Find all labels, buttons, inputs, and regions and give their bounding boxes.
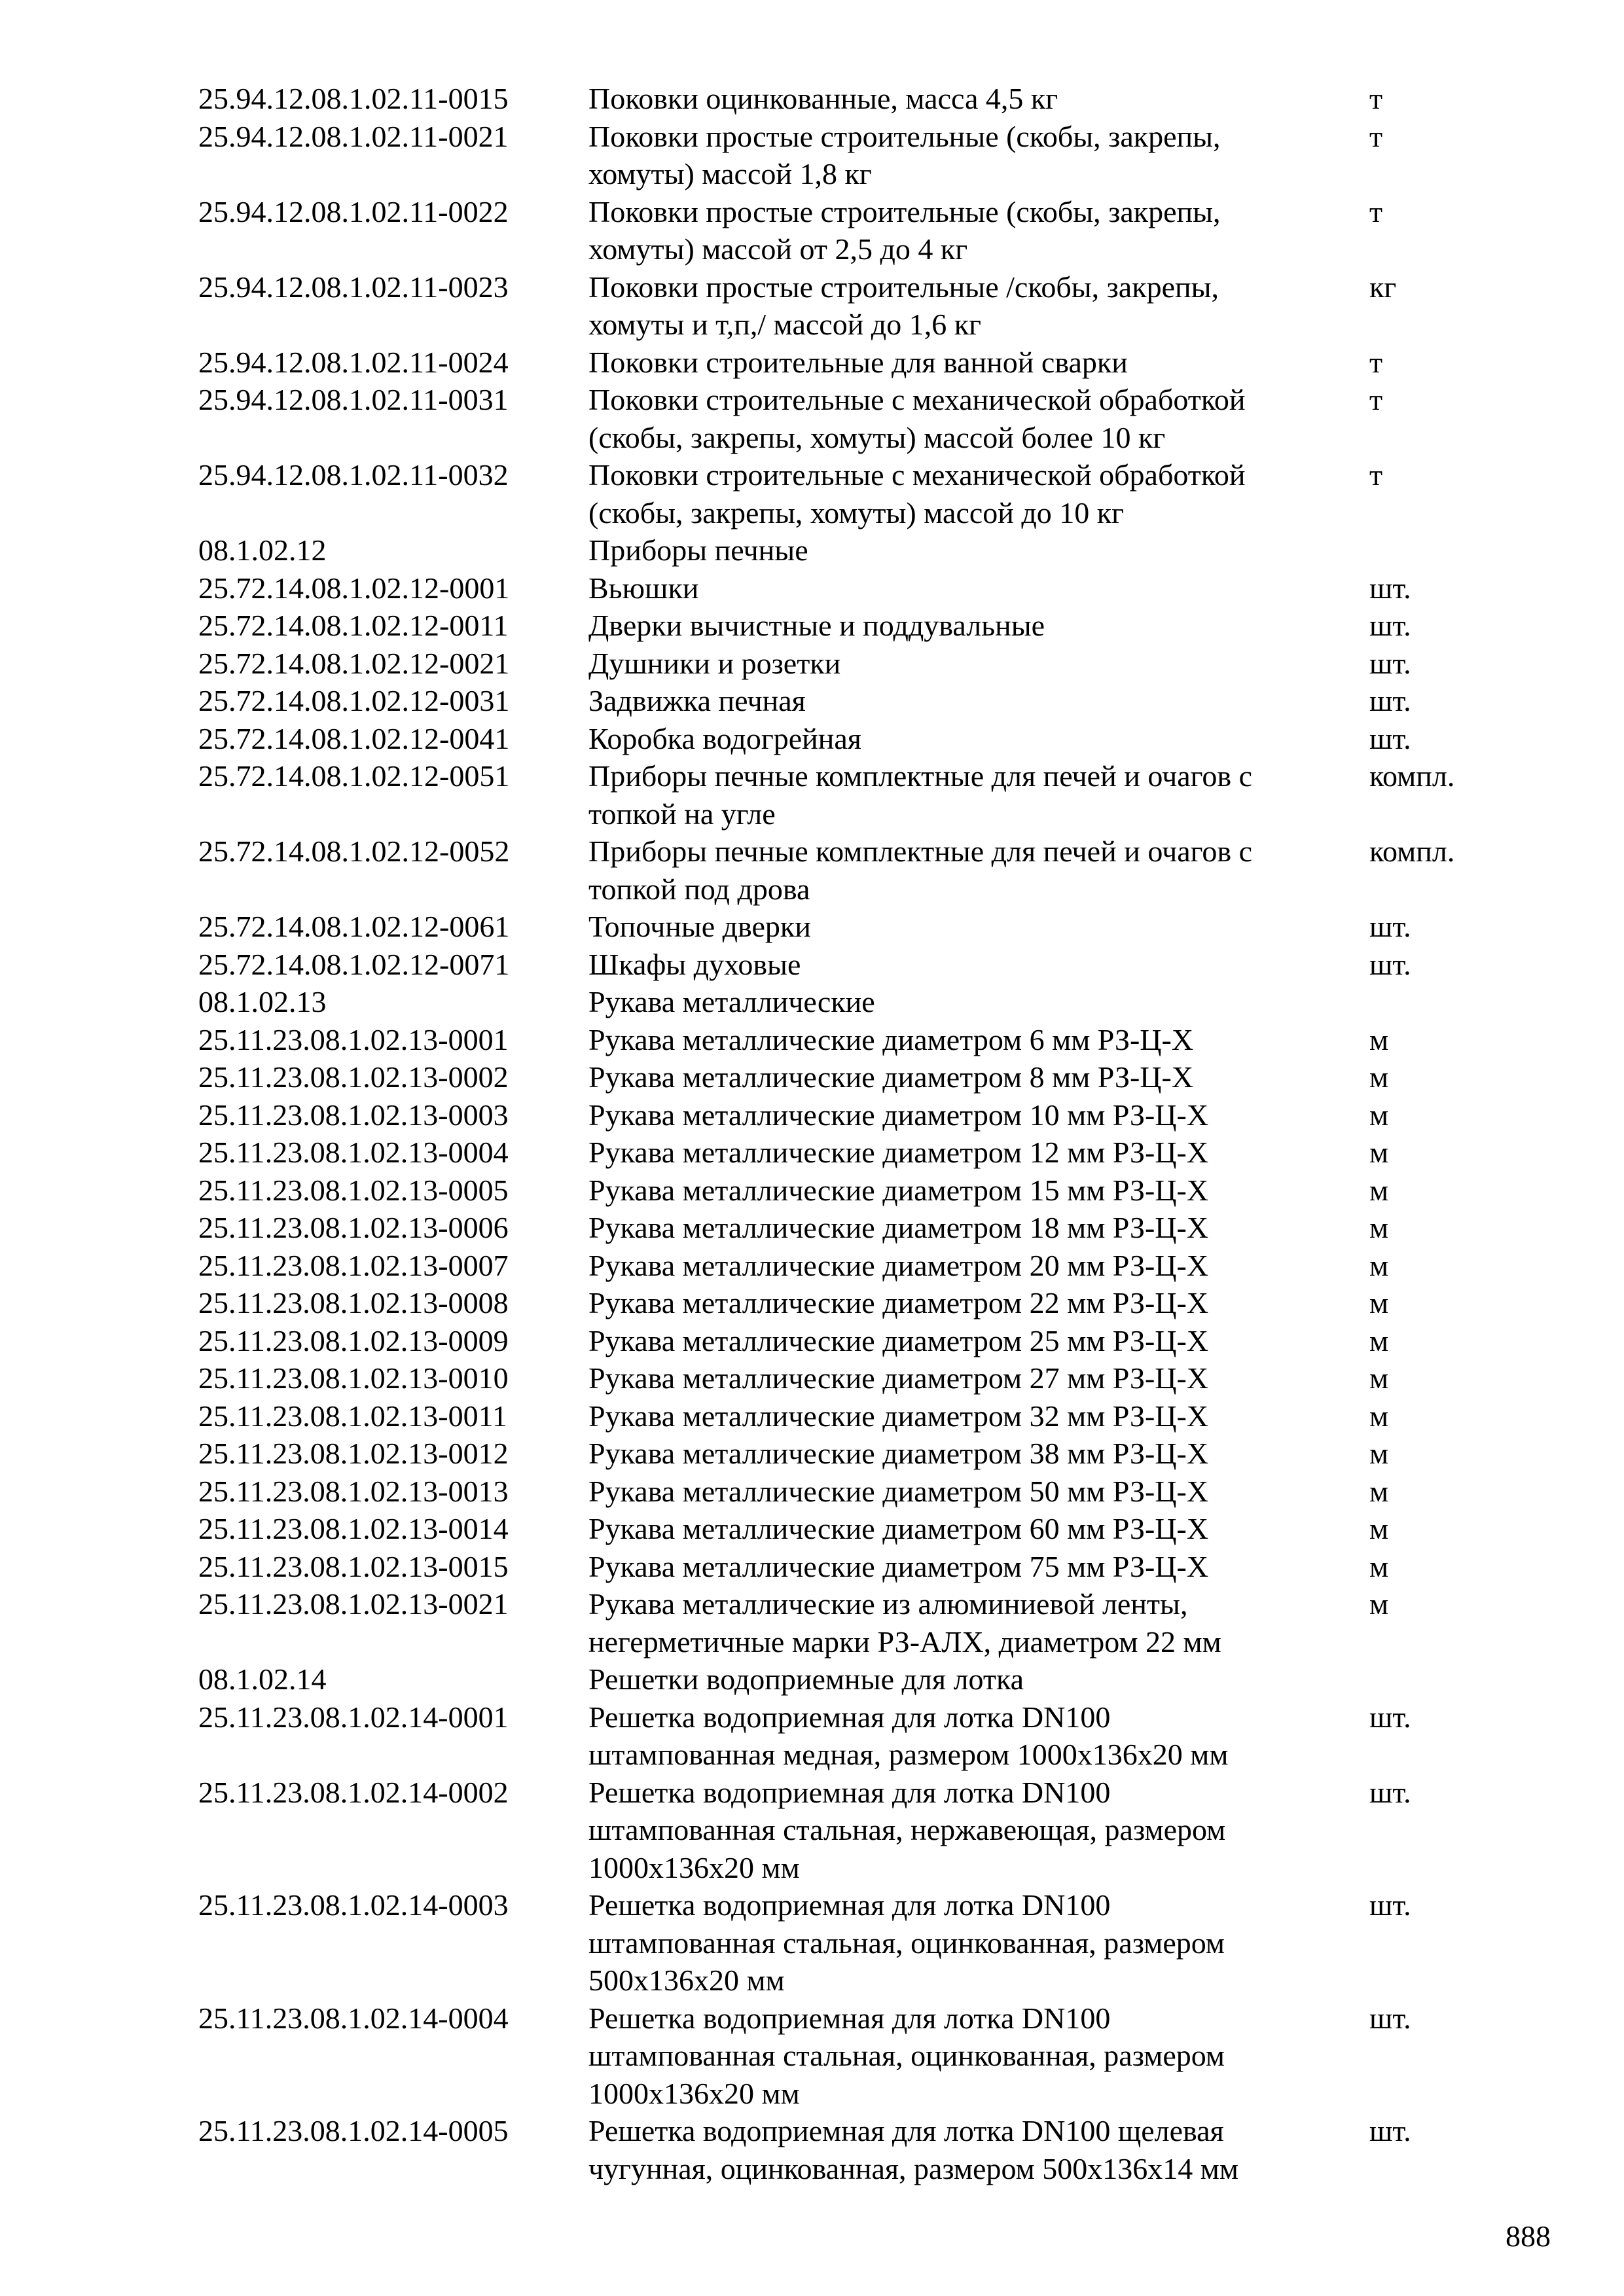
resource-name-line: Решетка водоприемная для лотка DN100 [588, 1888, 1111, 1922]
resource-name-line: Рукава металлические диаметром 22 мм РЗ-Ц-Х [588, 1286, 1209, 1319]
resource-code: 25.11.23.08.1.02.13-0012 [198, 1437, 509, 1470]
resource-name [588, 1774, 1369, 1887]
resource-unit: м [1369, 1549, 1389, 1583]
resource-name-line: (скобы, закрепы, хомуты) массой до 10 кг [588, 495, 1125, 529]
table-row [198, 193, 1507, 268]
resource-name [588, 1585, 1369, 1660]
resource-name [588, 682, 1369, 720]
resource-unit: м [1369, 1136, 1389, 1169]
table-row [198, 1435, 1507, 1473]
table-row [198, 1096, 1507, 1134]
table-row [198, 381, 1507, 456]
resource-unit: шт. [1369, 1775, 1411, 1809]
resource-name-line: штампованная стальная, оцинкованная, размером [588, 2039, 1225, 2072]
resource-unit: м [1369, 1211, 1389, 1244]
table-row [198, 720, 1507, 758]
resource-unit: шт. [1369, 609, 1411, 642]
table-row [198, 1698, 1507, 1774]
resource-unit: т [1369, 194, 1383, 228]
table-row [198, 1548, 1507, 1586]
table-row [198, 1397, 1507, 1435]
resource-code: 25.72.14.08.1.02.12-0071 [198, 947, 510, 981]
resource-code: 25.11.23.08.1.02.13-0008 [198, 1286, 509, 1319]
resource-name-line: Рукава металлические диаметром 8 мм РЗ-Ц-Х [588, 1060, 1194, 1094]
resource-name-line: Рукава металлические диаметром 20 мм РЗ-Ц-Х [588, 1248, 1209, 1282]
resource-name-line: Шкафы духовые [588, 947, 801, 981]
table-row [198, 908, 1507, 946]
resource-code: 25.11.23.08.1.02.13-0005 [198, 1173, 509, 1207]
resource-name [588, 2112, 1369, 2187]
resource-name [588, 569, 1369, 607]
resource-code: 25.72.14.08.1.02.12-0021 [198, 646, 510, 680]
resource-name [588, 1096, 1369, 1134]
table-row [198, 268, 1507, 344]
table-row [198, 1284, 1507, 1322]
resource-name [588, 1359, 1369, 1397]
resource-code: 25.94.12.08.1.02.11-0022 [198, 194, 509, 228]
table-row [198, 1172, 1507, 1210]
resource-unit: шт. [1369, 2001, 1411, 2035]
resource-name-line: штампованная стальная, нержавеющая, размером [588, 1813, 1226, 1846]
resource-unit: м [1369, 1437, 1389, 1470]
table-row [198, 1209, 1507, 1247]
resource-name-line: Коробка водогрейная [588, 721, 861, 755]
table-row [198, 1585, 1507, 1660]
resource-name-line: чугунная, оцинкованная, размером 500х136х14 мм [588, 2151, 1238, 2185]
resource-code: 25.11.23.08.1.02.13-0011 [198, 1399, 507, 1433]
resource-unit: кг [1369, 270, 1397, 304]
resource-unit: компл. [1369, 834, 1455, 868]
resource-code: 25.11.23.08.1.02.14-0003 [198, 1888, 509, 1922]
resource-name-line: Решетка водоприемная для лотка DN100 щелевая [588, 2114, 1224, 2147]
resource-name [588, 833, 1369, 908]
resource-name [588, 607, 1369, 645]
table-row [198, 2112, 1507, 2187]
resource-name [588, 1021, 1369, 1059]
resource-name [588, 1134, 1369, 1172]
resource-code: 08.1.02.13 [198, 985, 327, 1018]
resource-name [588, 983, 1369, 1021]
resource-name [588, 946, 1369, 984]
resource-name-line: штампованная медная, размером 1000х136х20 мм [588, 1738, 1229, 1771]
resource-name-line: топкой на угле [588, 797, 776, 831]
resource-code: 25.94.12.08.1.02.11-0031 [198, 383, 509, 416]
resource-unit: м [1369, 1587, 1389, 1621]
resource-code: 08.1.02.12 [198, 533, 327, 567]
table-row [198, 946, 1507, 984]
resource-name-line: Решетка водоприемная для лотка DN100 [588, 1775, 1111, 1809]
resource-name-line: 500х136х20 мм [588, 1964, 785, 1997]
table-row [198, 344, 1507, 382]
resource-name-line: Поковки строительные для ванной сварки [588, 345, 1128, 379]
resource-name [588, 381, 1369, 456]
resource-name [588, 531, 1369, 569]
resource-name-line: (скобы, закрепы, хомуты) массой более 10 кг [588, 420, 1166, 454]
resource-unit: шт. [1369, 684, 1411, 717]
resource-name-line: Рукава металлические диаметром 12 мм РЗ-Ц-Х [588, 1136, 1209, 1169]
table-row [198, 645, 1507, 683]
resource-name-line: Поковки простые строительные /скобы, закрепы, [588, 270, 1219, 304]
resource-code: 25.11.23.08.1.02.14-0001 [198, 1700, 509, 1734]
resource-name-line: Рукава металлические диаметром 27 мм РЗ-Ц-Х [588, 1361, 1209, 1395]
resource-name-line: Рукава металлические диаметром 60 мм РЗ-Ц-Х [588, 1512, 1209, 1545]
resource-unit: шт. [1369, 2114, 1411, 2147]
resource-name [588, 1510, 1369, 1548]
resource-unit: м [1369, 1361, 1389, 1395]
resource-code: 25.94.12.08.1.02.11-0021 [198, 119, 509, 153]
resource-name-line: Поковки простые строительные (скобы, закрепы, [588, 194, 1221, 228]
resource-unit: шт. [1369, 947, 1411, 981]
resource-name-line: Рукава металлические диаметром 32 мм РЗ-Ц-Х [588, 1399, 1209, 1433]
table-row [198, 983, 1507, 1021]
resource-unit: шт. [1369, 646, 1411, 680]
resource-name [588, 1058, 1369, 1096]
resource-unit: м [1369, 1248, 1389, 1282]
table-row [198, 1510, 1507, 1548]
resource-name-line: Рукава металлические диаметром 15 мм РЗ-Ц-Х [588, 1173, 1209, 1207]
resource-name-line: Решетка водоприемная для лотка DN100 [588, 1700, 1111, 1734]
resource-name-line: Решетки водоприемные для лотка [588, 1662, 1024, 1696]
table-row [198, 607, 1507, 645]
resource-name-line: Рукава металлические диаметром 75 мм РЗ-Ц-Х [588, 1549, 1209, 1583]
resource-name [588, 1435, 1369, 1473]
table-row [198, 2000, 1507, 2113]
resource-name [588, 908, 1369, 946]
resource-name [588, 344, 1369, 382]
resource-code: 25.94.12.08.1.02.11-0023 [198, 270, 509, 304]
resource-code: 25.11.23.08.1.02.13-0014 [198, 1512, 509, 1545]
resource-name-line: хомуты и т,п,/ массой до 1,6 кг [588, 308, 981, 341]
resource-name-line: Задвижка печная [588, 684, 806, 717]
resource-name [588, 1322, 1369, 1360]
resource-code: 25.11.23.08.1.02.14-0004 [198, 2001, 509, 2035]
table-row [198, 1134, 1507, 1172]
resource-code: 25.11.23.08.1.02.13-0007 [198, 1248, 509, 1282]
resource-name-line: Поковки строительные с механической обработкой [588, 458, 1246, 492]
resource-unit: шт. [1369, 571, 1411, 605]
table-row [198, 1886, 1507, 2000]
resource-name [588, 1698, 1369, 1774]
resource-code: 25.11.23.08.1.02.13-0001 [198, 1022, 509, 1056]
resource-code: 08.1.02.14 [198, 1662, 327, 1696]
resource-code: 25.72.14.08.1.02.12-0041 [198, 721, 510, 755]
resource-unit: м [1369, 1512, 1389, 1545]
resource-unit: м [1369, 1474, 1389, 1508]
resource-unit: м [1369, 1022, 1389, 1056]
resource-unit: м [1369, 1323, 1389, 1357]
resource-code: 25.11.23.08.1.02.13-0009 [198, 1323, 509, 1357]
table-row [198, 1322, 1507, 1360]
resource-name-line: Душники и розетки [588, 646, 841, 680]
resource-code: 25.94.12.08.1.02.11-0024 [198, 345, 509, 379]
resource-name-line: 1000х136х20 мм [588, 2076, 800, 2110]
resource-name-line: хомуты) массой от 2,5 до 4 кг [588, 232, 968, 266]
resource-name [588, 1660, 1369, 1698]
resource-name-line: Топочные дверки [588, 910, 811, 943]
table-row [198, 569, 1507, 607]
resource-code: 25.11.23.08.1.02.13-0015 [198, 1549, 509, 1583]
resource-table [198, 80, 1507, 2187]
table-row [198, 1774, 1507, 1887]
resource-code: 25.72.14.08.1.02.12-0011 [198, 609, 509, 642]
resource-name-line: Рукава металлические диаметром 18 мм РЗ-Ц-Х [588, 1211, 1209, 1244]
resource-name [588, 1172, 1369, 1210]
resource-name-line: Рукава металлические диаметром 38 мм РЗ-Ц-Х [588, 1437, 1209, 1470]
resource-name [588, 268, 1369, 344]
resource-name-line: Приборы печные комплектные для печей и очагов с [588, 759, 1253, 793]
resource-code: 25.11.23.08.1.02.13-0002 [198, 1060, 509, 1094]
resource-name-line: Решетка водоприемная для лотка DN100 [588, 2001, 1111, 2035]
table-row [198, 833, 1507, 908]
resource-name-line: штампованная стальная, оцинкованная, размером [588, 1926, 1225, 1960]
resource-code: 25.94.12.08.1.02.11-0032 [198, 458, 509, 492]
resource-unit: т [1369, 345, 1383, 379]
resource-name [588, 645, 1369, 683]
resource-unit: т [1369, 458, 1383, 492]
resource-name-line: Приборы печные комплектные для печей и очагов с [588, 834, 1253, 868]
resource-code: 25.11.23.08.1.02.13-0021 [198, 1587, 509, 1621]
resource-unit: т [1369, 119, 1383, 153]
resource-name [588, 1473, 1369, 1511]
table-row [198, 1021, 1507, 1059]
resource-name-line: Вьюшки [588, 571, 699, 605]
resource-name [588, 1284, 1369, 1322]
resource-name [588, 2000, 1369, 2113]
resource-name-line: Поковки строительные с механической обработкой [588, 383, 1246, 416]
resource-code: 25.72.14.08.1.02.12-0031 [198, 684, 510, 717]
resource-name [588, 1886, 1369, 2000]
table-row [198, 1058, 1507, 1096]
resource-code: 25.11.23.08.1.02.13-0004 [198, 1136, 509, 1169]
table-row [198, 1359, 1507, 1397]
resource-name-line: Рукава металлические [588, 985, 875, 1018]
resource-name [588, 80, 1369, 118]
table-row [198, 118, 1507, 193]
resource-code: 25.94.12.08.1.02.11-0015 [198, 82, 509, 115]
resource-unit: м [1369, 1060, 1389, 1094]
resource-name-line: негерметичные марки РЗ-АЛХ, диаметром 22 мм [588, 1624, 1221, 1659]
table-row [198, 80, 1507, 118]
resource-unit: т [1369, 82, 1383, 115]
resource-unit: шт. [1369, 1888, 1411, 1922]
resource-unit: шт. [1369, 1700, 1411, 1734]
resource-unit: шт. [1369, 910, 1411, 943]
resource-name [588, 118, 1369, 193]
page-number: 888 [1506, 2219, 1551, 2253]
resource-unit: м [1369, 1173, 1389, 1207]
resource-name [588, 757, 1369, 833]
resource-code: 25.11.23.08.1.02.13-0013 [198, 1474, 509, 1508]
resource-name-line: Рукава металлические диаметром 50 мм РЗ-Ц-Х [588, 1474, 1209, 1508]
resource-name-line: Поковки простые строительные (скобы, закрепы, [588, 119, 1221, 153]
resource-code: 25.11.23.08.1.02.13-0003 [198, 1098, 509, 1132]
resource-code: 25.72.14.08.1.02.12-0001 [198, 571, 510, 605]
resource-unit: шт. [1369, 721, 1411, 755]
table-row [198, 1473, 1507, 1511]
table-row [198, 682, 1507, 720]
resource-name-line: Рукава металлические из алюминиевой ленты, [588, 1587, 1188, 1621]
resource-name [588, 193, 1369, 268]
resource-name [588, 720, 1369, 758]
resource-name-line: хомуты) массой 1,8 кг [588, 157, 872, 190]
table-row [198, 1247, 1507, 1285]
resource-name-line: Поковки оцинкованные, масса 4,5 кг [588, 82, 1058, 115]
table-row [198, 1660, 1507, 1698]
resource-code: 25.11.23.08.1.02.13-0010 [198, 1361, 509, 1395]
resource-code: 25.72.14.08.1.02.12-0052 [198, 834, 510, 868]
resource-unit: м [1369, 1399, 1389, 1433]
resource-name-line: Рукава металлические диаметром 25 мм РЗ-Ц-Х [588, 1323, 1209, 1357]
resource-code: 25.72.14.08.1.02.12-0061 [198, 910, 510, 943]
resource-code: 25.11.23.08.1.02.13-0006 [198, 1211, 509, 1244]
resource-name-line: Рукава металлические диаметром 6 мм РЗ-Ц-Х [588, 1022, 1194, 1056]
resource-name-line: Рукава металлические диаметром 10 мм РЗ-Ц-Х [588, 1098, 1209, 1132]
resource-unit: компл. [1369, 759, 1455, 793]
table-row [198, 757, 1507, 833]
resource-name [588, 1209, 1369, 1247]
resource-name-line: Дверки вычистные и поддувальные [588, 609, 1045, 642]
resource-name [588, 1247, 1369, 1285]
resource-name-line: 1000х136х20 мм [588, 1850, 800, 1884]
resource-unit: т [1369, 383, 1383, 416]
table-row [198, 531, 1507, 569]
resource-unit: м [1369, 1286, 1389, 1319]
resource-name [588, 456, 1369, 531]
resource-name-line: топкой под дрова [588, 872, 810, 906]
resource-code: 25.11.23.08.1.02.14-0005 [198, 2114, 509, 2147]
resource-name-line: Приборы печные [588, 533, 808, 567]
resource-code: 25.11.23.08.1.02.14-0002 [198, 1775, 509, 1809]
table-row [198, 456, 1507, 531]
resource-name [588, 1548, 1369, 1586]
resource-unit: м [1369, 1098, 1389, 1132]
resource-name [588, 1397, 1369, 1435]
resource-code: 25.72.14.08.1.02.12-0051 [198, 759, 510, 793]
